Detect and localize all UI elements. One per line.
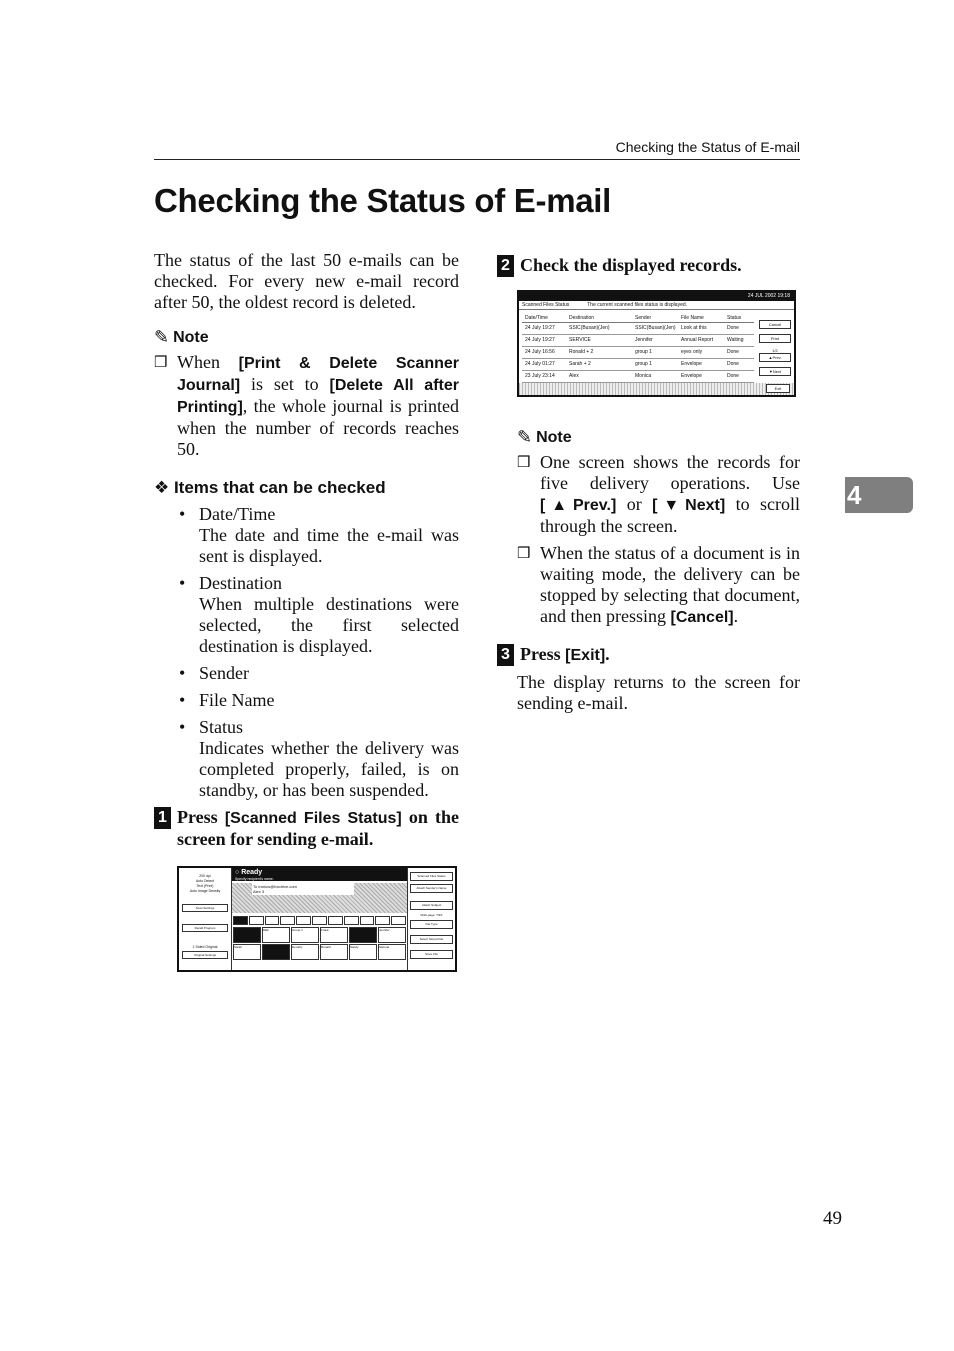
scan-settings-panel: 200 dpi Auto Detect Text (Print) Auto Image Density Scan Settings Recall Program 1 Sided Original Original Settings — [179, 868, 232, 970]
recipient-count: 3 — [261, 889, 265, 894]
list-item: • File Name — [199, 690, 459, 711]
destination-panel: ○ Ready Specify recipient's name. To tronics@foxdrive.com Alex 3 DEF Group 1 Frank Jennifer Sarah Dorothy Ronald Sandy Samuel — [232, 868, 407, 970]
header-rule — [154, 159, 800, 160]
key-label: [Scanned Files Status] — [224, 810, 402, 827]
destination-key[interactable]: Dorothy — [291, 944, 319, 960]
scanned-files-status-button[interactable]: Scanned Files Status — [410, 872, 453, 881]
table-row[interactable]: 23 July 23:14 Alex Monica Envelope Done — [522, 371, 754, 383]
destination-key[interactable] — [349, 927, 377, 943]
note-item: ❒ When the status of a document is in waiting mode, the delivery can be stopped by selecting that document, and then pressing [Cancel]. — [517, 543, 800, 626]
pencil-icon: ✎ — [517, 427, 533, 447]
list-item: • Destination When multiple destinations were selected, the first selected destination is displayed. — [199, 573, 459, 657]
original-settings-button[interactable]: Original Settings — [182, 951, 228, 959]
index-key[interactable] — [360, 916, 375, 925]
destination-key[interactable]: Jennifer — [378, 927, 406, 943]
checkbox-icon: ❒ — [154, 355, 168, 371]
destination-key[interactable]: Sandy — [349, 944, 377, 960]
intro-paragraph: The status of the last 50 e-mails can be checked. For every new e-mail record after 50, the oldest record is deleted. — [154, 250, 459, 312]
key-label: [▼Next] — [652, 497, 726, 514]
items-list — [154, 504, 459, 801]
store-file-button[interactable]: Store File — [410, 950, 453, 959]
note-heading — [154, 327, 459, 348]
status-table — [522, 314, 754, 383]
checkbox-icon: ❒ — [517, 546, 531, 562]
left-column — [154, 250, 459, 850]
step-2: 2 Check the displayed records. — [497, 255, 800, 277]
index-key[interactable] — [344, 916, 359, 925]
key-label: [Delete All after Printing] — [177, 377, 459, 416]
page-number: 49 — [823, 1208, 842, 1229]
file-type-label: Multi-page: TIFF — [420, 913, 443, 917]
index-key[interactable] — [296, 916, 311, 925]
address-area — [232, 883, 407, 913]
attach-sender-button[interactable]: Attach Sender's Name — [410, 884, 453, 893]
screen-title: Scanned Files Status — [522, 302, 570, 308]
step-3: 3 Press [Exit]. — [497, 644, 800, 666]
list-item: • Date/Time The date and time the e-mail was sent is displayed. — [199, 504, 459, 567]
scan-settings-button[interactable]: Scan Settings — [182, 904, 228, 912]
index-key[interactable] — [375, 916, 390, 925]
running-head: Checking the Status of E-mail — [615, 139, 800, 155]
exit-button[interactable]: Exit — [766, 384, 790, 393]
index-key[interactable] — [328, 916, 343, 925]
index-key[interactable] — [312, 916, 327, 925]
note-item: ❒ When [Print & Delete Scanner Journal] is set to [Delete All after Printing], the whole journal is printed when the number of records reaches 50. — [154, 352, 459, 459]
destination-key[interactable]: Sarah — [233, 944, 261, 960]
ready-status: Ready — [241, 869, 263, 876]
destination-key[interactable]: DEF — [262, 927, 290, 943]
destination-key[interactable]: Samuel — [378, 944, 406, 960]
page-indicator: 1/2 — [772, 348, 778, 353]
to-label: To — [253, 884, 258, 889]
screen-subtitle: The current scanned files status is displayed. — [587, 302, 688, 308]
note-label: Note — [173, 328, 209, 346]
destination-key[interactable]: Ronald — [320, 944, 348, 960]
index-keys — [232, 915, 407, 926]
status-footer — [519, 383, 794, 395]
attach-subject-button[interactable]: Attach Subject — [410, 901, 453, 910]
chapter-tab: 4 — [845, 477, 913, 513]
destination-grid — [232, 926, 407, 961]
original-sides-label: 1 Sided Original — [192, 945, 218, 949]
status-side-buttons — [759, 320, 791, 381]
page-title: Checking the Status of E-mail — [154, 182, 612, 219]
index-key[interactable] — [280, 916, 295, 925]
index-key[interactable] — [391, 916, 406, 925]
table-row[interactable]: 24 July 19:27 SSIC(Busan)(Jen) SSIC(Busan)(Jen) Look at this Done — [522, 323, 754, 335]
checkbox-icon: ❒ — [517, 455, 531, 471]
key-label: [Print & Delete Scanner Journal] — [177, 355, 459, 394]
table-row[interactable]: 24 July 16:56 Ronald + 2 group 1 eyes only Done — [522, 347, 754, 359]
table-row[interactable]: 24 July 01:27 Sarah + 2 group 1 Envelope Done — [522, 359, 754, 371]
list-item: • Status Indicates whether the delivery was completed properly, failed, is on standby, or has been suspended. — [199, 717, 459, 801]
recall-program-button[interactable]: Recall Program — [182, 924, 228, 932]
key-label: [Cancel] — [670, 609, 734, 626]
note-heading — [517, 427, 800, 448]
destination-key[interactable] — [262, 944, 290, 960]
select-stored-file-button[interactable]: Select Stored File — [410, 935, 453, 944]
items-heading: ❖ Items that can be checked — [154, 478, 386, 497]
recipient-name: Alex — [253, 889, 261, 894]
key-label: [Exit] — [565, 647, 606, 664]
next-button[interactable]: ▼Next — [759, 367, 791, 376]
note-item: ❒ One screen shows the records for five delivery operations. Use [▲Prev.] or [▼Next] to scroll through the screen. — [517, 452, 800, 536]
cancel-button[interactable]: Cancel — [759, 320, 791, 329]
key-label: [▲Prev.] — [540, 497, 617, 514]
index-key[interactable] — [249, 916, 264, 925]
list-item: • Sender — [199, 663, 459, 684]
send-email-screen — [177, 866, 457, 972]
index-key[interactable] — [233, 916, 248, 925]
step-number: 3 — [497, 644, 514, 666]
clock: 24 JUL 2002 19:18 — [519, 292, 794, 301]
note-label: Note — [536, 428, 572, 446]
pencil-icon: ✎ — [154, 327, 170, 347]
destination-key[interactable]: Frank — [320, 927, 348, 943]
prompt-text: Specify recipient's name. — [232, 877, 407, 881]
destination-key[interactable]: Group 1 — [291, 927, 319, 943]
index-key[interactable] — [265, 916, 280, 925]
step-number: 1 — [154, 807, 171, 829]
file-type-button[interactable]: File Type — [410, 920, 453, 929]
scanned-files-status-screen — [517, 290, 796, 397]
print-button[interactable]: Print — [759, 334, 791, 343]
table-header: Date/Time Destination Sender File Name Status — [522, 314, 754, 323]
step-number: 2 — [497, 255, 514, 277]
prev-button[interactable]: ▲Prev. — [759, 353, 791, 362]
step-3-body: The display returns to the screen for sending e-mail. — [517, 672, 800, 713]
table-row[interactable]: 24 July 19:27 SERVICE Jennifer Annual Report Waiting — [522, 335, 754, 347]
destination-key[interactable] — [233, 927, 261, 943]
step-1: 1 Press [Scanned Files Status] on the screen for sending e-mail. — [154, 807, 459, 850]
function-panel — [407, 868, 455, 970]
address-field[interactable]: tronics@foxdrive.com — [258, 884, 297, 889]
